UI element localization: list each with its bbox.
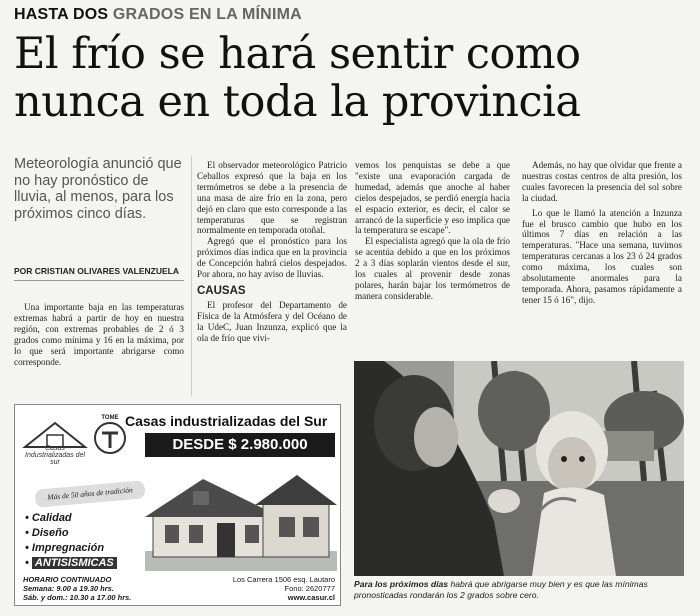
col4-paragraph-1: Además, no hay que olvidar que frente a nuestras costas centros de alta presión, los cuales favorecen la presencia del sol sobre la ciudad.: [522, 160, 682, 203]
headline-line-2: nunca en toda la provincia: [14, 77, 581, 127]
tome-emblem-icon: [93, 421, 127, 455]
ad-contact: [231, 575, 335, 602]
col2-paragraph-2: Agregó que el pronóstico para los próximos días indica que en la provincia de Concepción habrá cielos despejados. Por ahora, no hay aviso de lluvias.: [197, 236, 347, 280]
ad-features: [25, 511, 117, 571]
column-1: [14, 302, 184, 367]
kicker-grey: GRADOS EN LA MÍNIMA: [112, 6, 302, 23]
feature-item: • Calidad: [25, 511, 117, 526]
column-2: [197, 160, 347, 344]
lead-summary: Meteorología anunció que no hay pronóstico de lluvia, al menos, para los próximos cinco días.: [14, 156, 182, 222]
col2-paragraph-3: El profesor del Departamento de Física de la Atmósfera y del Océano de la UdeC, Juan Inzunza, explicó que la ola de frío que vivi-: [197, 299, 347, 343]
ad-tradition-ribbon: Más de 50 años de tradición: [34, 480, 145, 508]
ad-phone: Fono: 2620777: [284, 584, 335, 593]
feature-item: • Diseño: [25, 526, 117, 541]
column-4: [522, 160, 682, 306]
hours-title: HORARIO CONTINUADO: [23, 575, 112, 584]
feature-item-highlight: • ANTISÍSMICAS: [25, 556, 117, 571]
ad-price: DESDE $ 2.980.000: [145, 433, 335, 457]
advertisement[interactable]: [14, 404, 341, 606]
photo-mother-child-image: [354, 361, 684, 576]
section-heading-causas: CAUSAS: [197, 284, 246, 297]
col1-paragraph-1: Una importante baja en las temperaturas extremas habrá a partir de hoy en nuestra región, con extremas probables de 2 ó 3 grados como mínima y 16 en la máxima, por lo que será importante abrigarse como corresponde.: [14, 302, 184, 367]
column-3: [355, 160, 510, 302]
ad-hours: [23, 575, 131, 602]
company-logo-text: Casas Industrializadas del sur: [25, 445, 85, 466]
kicker-dark: HASTA DOS: [14, 6, 113, 23]
secondary-logo-text: TOME: [101, 415, 119, 421]
ad-title: Casas industrializadas del Sur: [125, 413, 328, 429]
company-logo: [21, 419, 89, 477]
byline: POR CRISTIAN OLIVARES VALENZUELA: [14, 266, 179, 276]
photo-caption: [354, 579, 684, 600]
caption-bold: Para los próximos días: [354, 579, 449, 589]
ad-website-link[interactable]: www.casur.cl: [287, 593, 335, 602]
kicker: [14, 6, 302, 24]
hours-week: Semana: 9.00 a 19.30 hrs.: [23, 584, 114, 593]
news-photo: [354, 361, 684, 576]
secondary-logo: [93, 415, 127, 465]
caption-text: habrá que abrigarse muy bien y es que las mínimas pronosticadas rondarán los 2 grados sobre cero.: [354, 579, 648, 600]
headline: [14, 30, 694, 126]
byline-divider: [14, 280, 184, 281]
column-divider: [191, 156, 192, 396]
house-illustration: [145, 461, 337, 571]
ad-address: Los Carrera 1506 esq. Lautaro: [232, 575, 335, 584]
col3-paragraph-2: El especialista agregó que la ola de frío se acentúa debido a que en los próximos 2 a 3 días soplarán vientos desde el sur, los cuales al provenir desde zonas polares, harán bajar los termómetros de manera considerable.: [355, 236, 510, 301]
feature-item: • Impregnación: [25, 541, 117, 556]
col3-paragraph-1: vemos los penquistas se debe a que "existe una evaporación cargada de humedad, además que anoche al haber cielos despejados, se perdió energía hacia el espacio exterior, es decir, el calor se arrancó de la superficie y eso implica que la temperatura se escape".: [355, 160, 510, 236]
col2-paragraph-1: El observador meteorológico Patricio Ceballos expresó que la baja en los termómetros se debe a la presencia de una masa de aire frío en la zona, pero dejó en claro que esto corresponde a las temperaturas que se registran normalmente en temporada otoñal.: [197, 160, 347, 236]
hours-weekend: Sáb. y dom.: 10.30 a 17.00 hrs.: [23, 593, 132, 602]
headline-line-1: El frío se hará sentir como: [14, 29, 581, 79]
col4-paragraph-2: Lo que le llamó la atención a Inzunza fue el brusco cambio que hubo en los últimos 7 días en relación a las temperaturas. "Hace una semana, tuvimos temperaturas cercanas a los 23 ó 24 grados como máxima, los cuales son absolutamente anormales para la temporada. Ahora, pasamos rápidamente a tener 15 ó 16", dijo.: [522, 207, 682, 305]
